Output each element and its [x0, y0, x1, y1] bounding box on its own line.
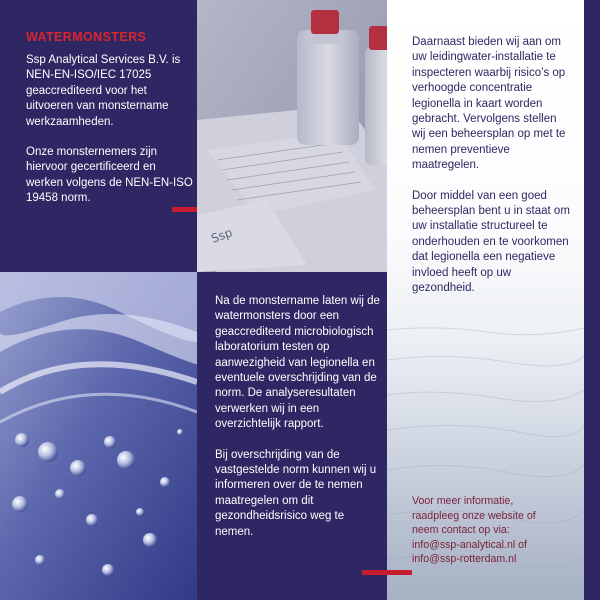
contact-email-2[interactable]: info@ssp-rotterdam.nl: [412, 553, 517, 566]
intro-paragraph-2: Onze monsternemers zijn hiervoor gecertificeerd en werken volgens de NEN-EN-ISO 19458 norm.: [26, 146, 193, 205]
process-paragraph-1: Na de monstername laten wij de watermonsters door een geaccrediteerd microbiologisch laboratorium testen op aanwezigheid van legionella en eventuele overschrijding van de norm. De analyseresultaten verwerken wij in een overzichtelijk rapport.: [215, 295, 380, 431]
info-text: [412, 35, 572, 312]
contact-line-1: Voor meer informatie,: [412, 495, 514, 507]
intro-text: [26, 53, 196, 222]
info-paragraph-2: Door middel van een goed beheersplan bent u in staat om uw installatie structureel te onderhouden en te voorkomen dat legionella een negatieve invloed heeft op uw gezondheid.: [412, 189, 570, 295]
contact-block: [412, 494, 572, 567]
contact-line-3: neem contact op via:: [412, 524, 510, 537]
process-text: [215, 294, 380, 555]
info-paragraph-1: Daarnaast bieden wij aan om uw leidingwater-installatie te inspecteren waarbij risico’s op verhoogde concentratie legionella in kaart worden gebracht. Vervolgens stellen wij een beheersplan op met te nemen preventieve maatregelen.: [412, 36, 566, 172]
lab-bottles-image: [197, 0, 387, 272]
process-panel: [197, 272, 387, 600]
intro-panel: [0, 0, 197, 272]
lab-photo: [197, 0, 387, 272]
accent-bar: [362, 570, 412, 575]
info-column: [387, 0, 584, 600]
contact-email-1[interactable]: info@ssp-analytical.nl of: [412, 538, 527, 551]
form-logo: Ssp: [209, 225, 235, 246]
process-paragraph-2: Bij overschrijding van de vastgestelde norm kunnen wij u informeren over de te nemen maatregelen om dit gezondheidsrisico weg te nemen.: [215, 448, 377, 538]
water-splash-image: [0, 272, 197, 600]
water-splash-photo: [0, 272, 197, 600]
contact-line-2: raadpleeg onze website of: [412, 509, 536, 522]
section-title: WATERMONSTERS: [26, 30, 147, 44]
right-edge-strip: [584, 0, 600, 600]
intro-paragraph-1: Ssp Analytical Services B.V. is NEN-EN-ISO/IEC 17025 geaccrediteerd voor het uitvoeren van monstername werkzaamheden.: [26, 54, 181, 128]
